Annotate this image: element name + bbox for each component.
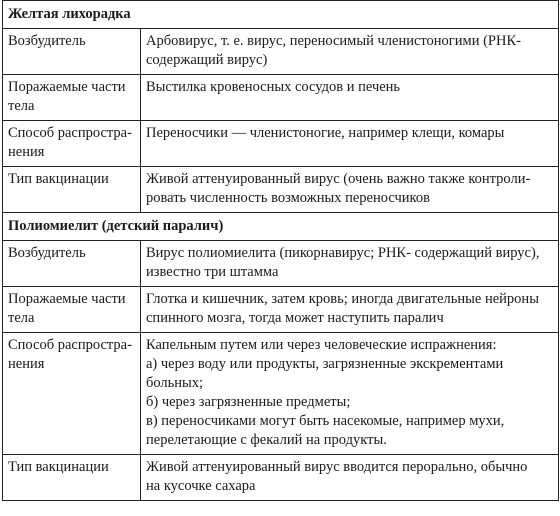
row-value-line: Вирус полиомиелита (пикорнавирус; РНК- содержащий вирус),	[146, 245, 540, 261]
disease-table	[2, 0, 559, 501]
row-value	[141, 241, 559, 287]
row-label	[3, 455, 141, 501]
row-label-line: Поражаемые части	[8, 291, 126, 307]
row-value-line: б) через загрязненные предметы;	[146, 394, 351, 410]
row-value	[141, 333, 559, 455]
table-row	[3, 29, 559, 75]
row-label-line: нения	[8, 356, 45, 372]
section-header-row	[3, 1, 559, 29]
row-value-line: Глотка и кишечник, затем кровь; иногда двигательные нейроны	[146, 291, 539, 307]
row-label-line: Поражаемые части	[8, 79, 126, 95]
row-label-line: Возбудитель	[8, 245, 86, 261]
table-row	[3, 121, 559, 167]
row-value	[141, 287, 559, 333]
row-value-line: Переносчики — членистоногие, например клещи, комары	[146, 125, 505, 141]
row-value-line: больных;	[146, 375, 204, 391]
row-value-line: на кусочке сахара	[146, 478, 256, 494]
section-header-row	[3, 213, 559, 241]
row-value-line: ровать численность возможных переносчиков	[146, 190, 430, 206]
row-label	[3, 287, 141, 333]
row-label	[3, 75, 141, 121]
row-label-line: Способ распростра-	[8, 337, 132, 353]
row-value	[141, 455, 559, 501]
row-label	[3, 167, 141, 213]
row-label	[3, 241, 141, 287]
row-value-line: Выстилка кровеносных сосудов и печень	[146, 79, 401, 95]
table-row	[3, 241, 559, 287]
row-label-line: тела	[8, 98, 35, 114]
row-value-line: Живой аттенуированный вирус вводится перорально, обычно	[146, 459, 528, 475]
table-row	[3, 167, 559, 213]
section-title: Полиомиелит (детский паралич)	[3, 213, 559, 241]
row-value	[141, 29, 559, 75]
row-label	[3, 29, 141, 75]
table-row	[3, 455, 559, 501]
table-row	[3, 75, 559, 121]
row-value	[141, 75, 559, 121]
row-value-line: спинного мозга, тогда может наступить паралич	[146, 310, 444, 326]
row-value-line: в) переносчиками могут быть насекомые, например мухи,	[146, 413, 505, 429]
row-label	[3, 121, 141, 167]
section-title: Желтая лихорадка	[3, 1, 559, 29]
row-label-line: Тип вакцинации	[8, 171, 109, 187]
disease-table-body	[3, 1, 559, 501]
row-value-line: перелетающие с фекалий на продукты.	[146, 432, 387, 448]
row-label-line: тела	[8, 310, 35, 326]
row-value-line: Капельным путем или через человеческие испражнения:	[146, 337, 497, 353]
table-row	[3, 287, 559, 333]
row-value-line: Живой аттенуированный вирус (очень важно также контроли-	[146, 171, 531, 187]
row-label	[3, 333, 141, 455]
row-value-line: Арбовирус, т. е. вирус, переносимый членистоногими (РНК-	[146, 33, 521, 49]
row-label-line: нения	[8, 144, 45, 160]
row-value	[141, 167, 559, 213]
row-value	[141, 121, 559, 167]
row-label-line: Возбудитель	[8, 33, 86, 49]
table-row	[3, 333, 559, 455]
row-value-line: известно три штамма	[146, 264, 279, 280]
row-label-line: Тип вакцинации	[8, 459, 109, 475]
row-value-line: а) через воду или продукты, загрязненные экскрементами	[146, 356, 504, 372]
row-label-line: Способ распростра-	[8, 125, 132, 141]
row-value-line: содержащий вирус)	[146, 52, 268, 68]
